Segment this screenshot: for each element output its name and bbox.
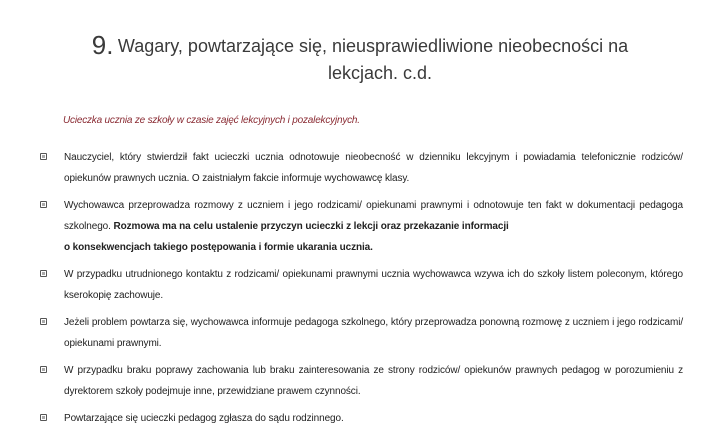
title-number: 9. (91, 30, 114, 60)
square-bullet-icon (40, 270, 47, 277)
list-item (40, 408, 683, 429)
item-text: Powtarzające się ucieczki pedagog zgłasza do sądu rodzinnego. (64, 413, 344, 424)
list-item (40, 360, 683, 402)
item-text: Jeżeli problem powtarza się, wychowawca informuje pedagoga szkolnego, który przeprowadza ponowną rozmowę z uczniem i jego rodzicami/ opiekunami prawnymi. (64, 317, 683, 349)
title-line-1: Wagary, powtarzające się, nieusprawiedliwione nieobecności na (117, 36, 629, 56)
square-bullet-icon (40, 366, 47, 373)
slide-title (0, 30, 720, 84)
subtitle: Ucieczka ucznia ze szkoły w czasie zajęć lekcyjnych i pozalekcyjnych. (63, 115, 360, 126)
list-item (40, 264, 683, 306)
item-bold-text-2: o konsekwencjach takiego postępowania i formie ukarania ucznia. (64, 242, 373, 253)
item-bold-text: Rozmowa ma na celu ustalenie przyczyn ucieczki z lekcji oraz przekazanie informacji (113, 221, 509, 232)
square-bullet-icon (40, 318, 47, 325)
square-bullet-icon (40, 153, 47, 160)
list-item (40, 147, 683, 189)
item-text: W przypadku braku poprawy zachowania lub braku zainteresowania ze strony rodziców/ opiekunów prawnych pedagog w porozumieniu z dyrektorem szkoły podejmuje inne, przewidziane prawem czynności. (64, 365, 683, 397)
list-item (40, 195, 683, 258)
list-item (40, 312, 683, 354)
square-bullet-icon (40, 414, 47, 421)
bullet-list (40, 147, 683, 435)
item-text: W przypadku utrudnionego kontaktu z rodzicami/ opiekunami prawnymi ucznia wychowawca wzywa ich do szkoły listem poleconym, którego kserokopię zachowuje. (64, 269, 683, 301)
square-bullet-icon (40, 201, 47, 208)
title-line-2: lekcjach. c.d. (327, 63, 433, 83)
item-text: Nauczyciel, który stwierdził fakt ucieczki ucznia odnotowuje nieobecność w dzienniku lekcyjnym i powiadamia telefonicznie rodziców/ opiekunów prawnych ucznia. O zaistniałym fakcie informuje wychowawcę klasy. (64, 152, 683, 184)
item-text: Wychowawca przeprowadza rozmowy z uczniem i jego rodzicami/ opiekunami prawnymi i odnotowuje ten fakt w dokumentacji pedagoga szkolnego. (64, 200, 683, 232)
